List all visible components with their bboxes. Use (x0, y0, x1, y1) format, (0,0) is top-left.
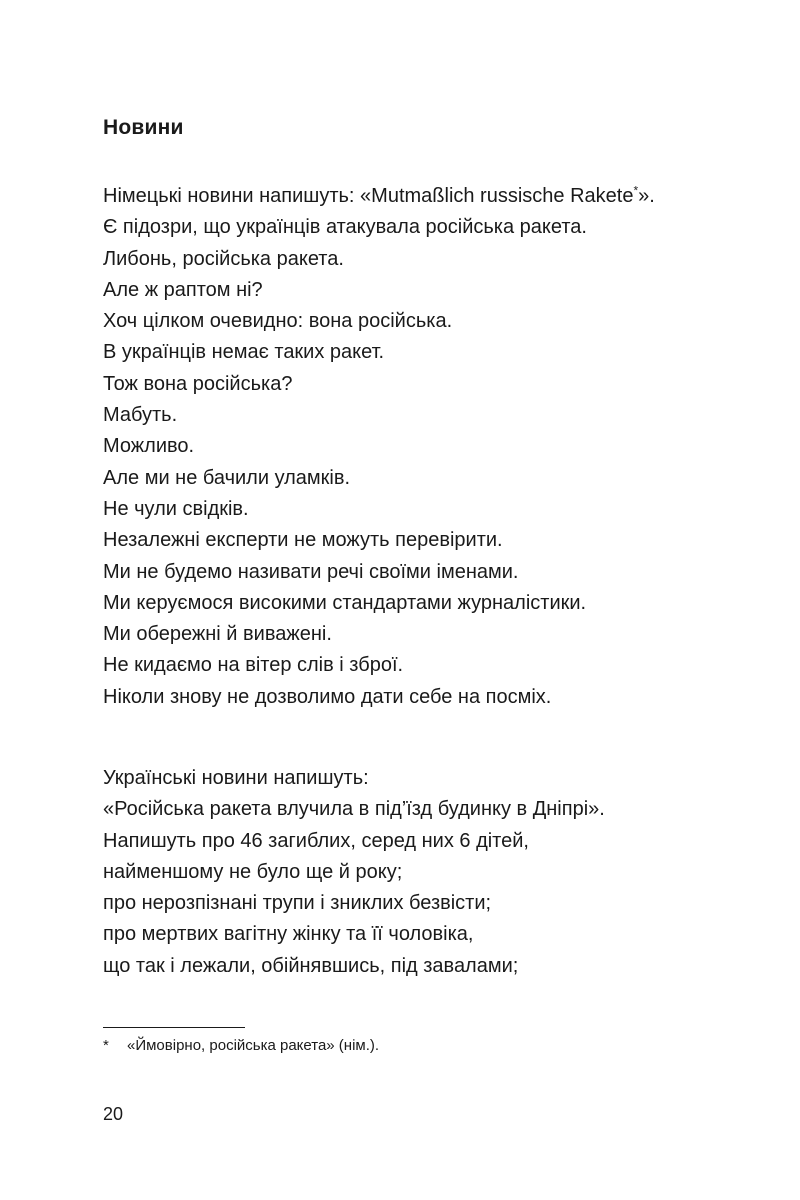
poem-line: Українські новини напишуть: (103, 767, 369, 789)
poem-line: Ніколи знову не дозволимо дати себе на посміх. (103, 685, 552, 708)
poem-line: про нерозпізнані трупи і зниклих безвісти; (103, 892, 492, 915)
poem-line: Не кидаємо на вітер слів і зброї. (103, 654, 404, 677)
poem-line: Ми керуємося високими стандартами журналістики. (103, 591, 587, 614)
poem-line: Тож вона російська? (103, 372, 293, 395)
stanza-german-news (103, 181, 763, 713)
poem-line: Але ми не бачили уламків. (103, 466, 351, 489)
poem-line: Хоч цілком очевидно: вона російська. (103, 310, 453, 333)
poem-line: «Російська ракета влучила в під’їзд будинку в Дніпрі». (103, 798, 605, 821)
poem-line: Є підозри, що українців атакувала російська ракета. (103, 216, 587, 239)
poem-line-tail: ». (638, 185, 655, 207)
poem-line: Але ж раптом ні? (103, 278, 263, 301)
poem-line: найменшому не було ще й року; (103, 860, 403, 883)
poem-line: Незалежні експерти не можуть перевірити. (103, 529, 503, 552)
footnote-marker: * (633, 183, 639, 198)
poem-line: Не чули свідків. (103, 497, 249, 520)
poem-line (103, 181, 763, 212)
poem-line: Напишуть про 46 загиблих, серед них 6 дітей, (103, 829, 529, 852)
poem-line: Либонь, російська ракета. (103, 247, 344, 270)
footnote (103, 1035, 379, 1057)
poem-line: Мабуть. (103, 404, 178, 427)
poem-line: Ми обережні й виважені. (103, 623, 332, 646)
book-page (103, 0, 763, 1200)
poem-line: про мертвих вагітну жінку та її чоловіка, (103, 923, 474, 946)
poem-line-text: Німецькі новини напишуть: «Mutmaßlich russische Rakete (103, 185, 634, 207)
footnote-star: * (103, 1037, 109, 1054)
footnote-text: «Ймовірно, російська ракета» (нім.). (127, 1037, 380, 1054)
page-number: 20 (103, 1104, 124, 1124)
poem-title: Новини (103, 116, 184, 139)
poem-line: Ми не будемо називати речі своїми іменами. (103, 560, 519, 583)
poem-line: Можливо. (103, 435, 195, 458)
poem-line: що так і лежали, обійнявшись, під завалами; (103, 954, 519, 977)
poem-line: В українців немає таких ракет. (103, 341, 385, 364)
footnote-divider (103, 1027, 245, 1028)
stanza-ukrainian-news (103, 763, 763, 982)
